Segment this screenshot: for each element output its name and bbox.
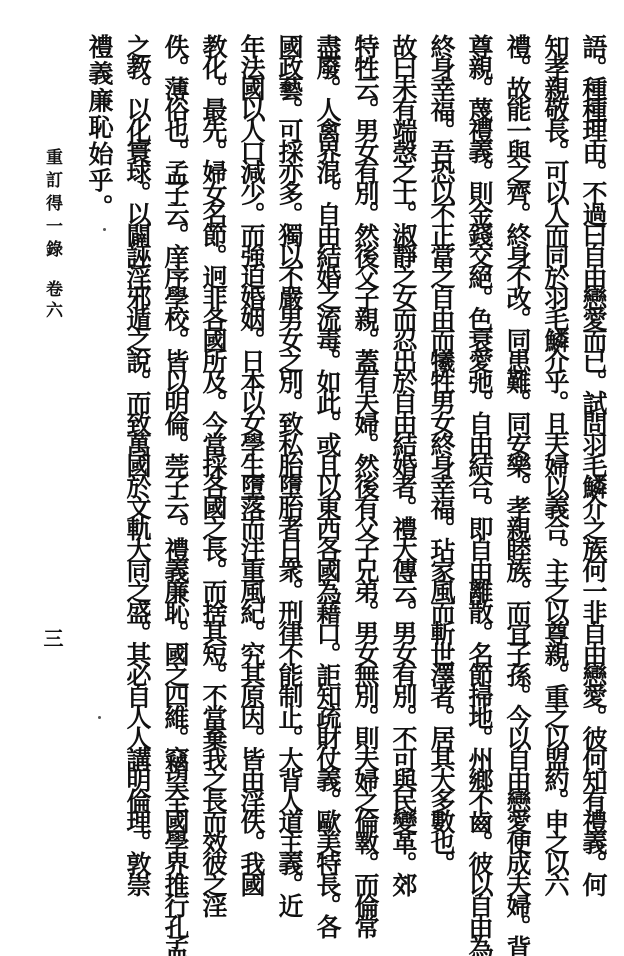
text-column-1: 語。種種理由。不過曰自由戀愛而已。試問羽毛鱗介之族何一非自由戀愛。彼何知有禮義。何 [579,34,608,893]
text-column-3: 禮。故能一與之齊。終身不改。同患難。同安樂。孝親睦族。而宜子孫。今以自由戀愛便成夫婦。背 [503,34,532,956]
scan-speck [103,228,106,231]
running-title: 重訂得一錄 [42,148,62,263]
text-column-6: 故曰未有端愨之士。淑靜之女而忍出於自由結婚者。禮大傳云。男女有別。不可與民變革。郊 [389,34,418,893]
text-column-4: 尊親。蔑禮義。則金錢交絕。色衰愛弛。自由結合。即自由離散。名節掃地。州鄉不齒。彼以自由為 [465,34,494,956]
text-column-12: 佚。薄俗也。孟子云。庠序學校。皆以明倫。莞子云。禮義廉恥。國之四維。竊望全國學界推行孔孟 [161,34,190,956]
text-column-10: 年法國以人口減少。而強迫婚姻。日本以女學生墮落而注重風紀。究其原因。皆由淫佚。我國 [237,34,266,893]
body-text [85,34,608,956]
text-column-9: 國政藝。可採亦多。獨以不嚴男女之別。致私胎墮胎者日衆。刑律不能制止。大背人道主義。近 [275,34,304,914]
text-column-5: 終身幸福。吾恐以不正當之自由而犧牲男女終身幸福。玷家風而斬世澤者。居其大多數也。 [427,34,456,873]
page-number: 三 [40,628,64,648]
text-column-8: 盡廢。人禽界混。自由結婚之流毒。如此。或且以東西各國為藉口。詎知疏財仗義。歐美特長。各 [313,34,342,935]
chapter-label: 卷六 [42,280,62,322]
scan-speck [98,716,101,719]
text-column-14: 禮義廉恥始乎。 [85,34,114,221]
text-column-13: 之教。以化寰球。以闢誣淫邪遁之說。而致萬國於文軌大同之盛。其必自人人講明倫理。敦崇 [123,34,152,893]
text-column-7: 特牲云。男女有別。然後父子親。蓋有夫婦。然後有父子兄弟。男女無別。則夫婦之倫斁。而倫常 [351,34,380,935]
text-column-11: 教化。最先。婦女名節。迥非各國所及。今當採各國之長。而捨其短。不當棄我之長而效彼之淫 [199,34,228,914]
text-column-2: 知孝親敬長。可以人而同於羽毛鱗介乎。且夫婦以義合。主之以尊親。重之以盟約。申之以六 [541,34,570,893]
